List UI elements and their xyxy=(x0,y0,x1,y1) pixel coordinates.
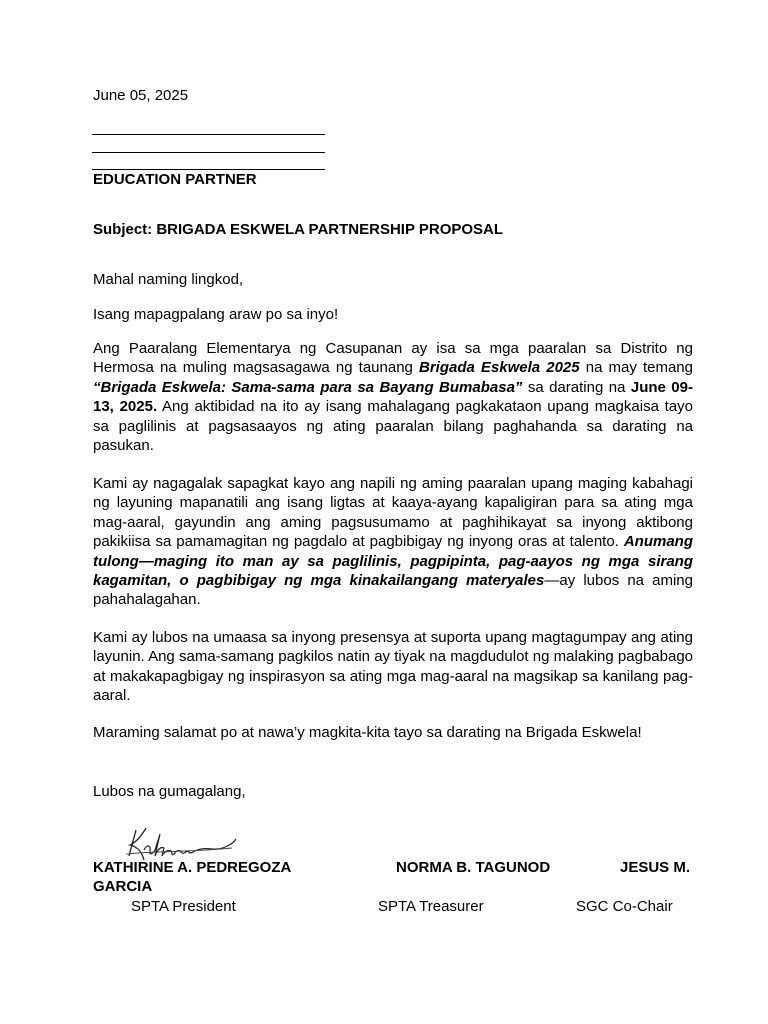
p1-event-name: Brigada Eskwela 2025 xyxy=(418,359,580,377)
signatory-1-role: SPTA President xyxy=(131,898,236,915)
p2-text-a: Kami ay nagagalak sapagkat kayo ang napili ng aming paaralan upang maging kabahagi ng layuning mapanatili ang isang ligtas at kaaya-ayang kapaligiran para sa ating mga mag-aaral, gayundin ang aming pagsusumamo at paghihikayat sa inyong aktibong pakikiisa sa pamamagitan ng pagdalo at pagbibigay ng inyong oras at talento. xyxy=(93,475,693,551)
salutation: Mahal naming lingkod, xyxy=(93,271,244,288)
letter-date: June 05, 2025 xyxy=(93,87,189,104)
paragraph-3: Kami ay lubos na umaasa sa inyong presensya at suporta upang magtagumpay ang ating layunin. Ang sama-samang pagkilos natin ay tiyak na magdudulot ng malaking pagbabago at makakapagbigay ng inspirasyon sa ating mga mag-aaral na magsikap sa kanilang pag-aaral. xyxy=(93,629,693,705)
paragraph-1 xyxy=(93,339,693,455)
closing-line: Lubos na gumagalang, xyxy=(93,783,246,800)
signatory-2-role: SPTA Treasurer xyxy=(378,898,484,915)
signatory-1-name: KATHIRINE A. PEDREGOZA xyxy=(93,859,292,876)
paragraph-4: Maraming salamat po at nawa’y magkita-kita tayo sa darating na Brigada Eskwela! xyxy=(93,724,642,741)
p2-emphasis: Anumang tulong—maging ito man ay sa paglilinis, pagpipinta, pag-aayos ng mga sirang kagamitan, o pagbibigay ng mga kinakailangang materyales xyxy=(93,533,693,590)
signatory-3-name-first: JESUS M. xyxy=(620,859,691,876)
recipient-line: EDUCATION PARTNER xyxy=(93,171,257,188)
blank-line-2 xyxy=(92,152,325,153)
p1-event-date: June 09-13, 2025. xyxy=(93,378,693,416)
p1-text-c: na may temang xyxy=(579,359,693,377)
p1-text-a: Ang Paaralang Elementarya ng Casupanan ay isa sa mga paaralan sa Distrito ng Hermosa na muling magsasagawa ng taunang xyxy=(93,340,693,377)
p1-text-g: Ang aktibidad na ito ay isang mahalagang pagkakataon upang magkaisa tayo sa paglilinis at pagsasaayos ng ating paaralan bilang paghahanda sa darating na pasukan. xyxy=(93,398,693,455)
signatory-2-name: NORMA B. TAGUNOD xyxy=(396,859,551,876)
greeting: Isang mapagpalang araw po sa inyo! xyxy=(93,306,339,323)
p2-text-c: —ay lubos na aming pahahalagahan. xyxy=(93,572,693,609)
signatory-3-name-last: GARCIA xyxy=(93,878,153,895)
subject-line: Subject: BRIGADA ESKWELA PARTNERSHIP PROPOSAL xyxy=(93,221,504,238)
p1-theme: “Brigada Eskwela: Sama-sama para sa Bayang Bumabasa” xyxy=(93,378,523,396)
p1-text-e: sa darating na xyxy=(522,378,631,396)
paragraph-2 xyxy=(93,474,693,610)
signatory-3-role: SGC Co-Chair xyxy=(576,898,673,915)
blank-line-1 xyxy=(92,134,325,135)
